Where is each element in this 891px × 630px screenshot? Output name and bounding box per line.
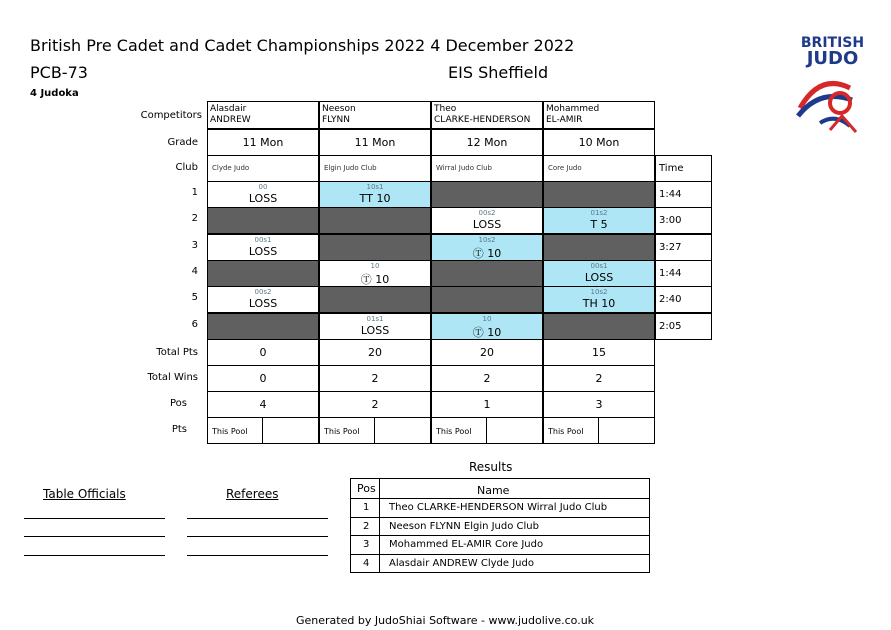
competitor-name bbox=[543, 101, 655, 129]
match-time: 2:40 bbox=[655, 286, 712, 313]
footer-credit: Generated by JudoShiai Software - www.judolive.co.uk bbox=[296, 614, 595, 627]
results-pos: 2 bbox=[363, 520, 370, 532]
competitor-first-name: Theo bbox=[434, 104, 457, 114]
signature-line bbox=[24, 518, 165, 519]
match-score: 00 bbox=[258, 183, 268, 191]
results-column-divider bbox=[379, 479, 380, 572]
match-result: TH 10 bbox=[582, 297, 616, 311]
label-club: Club bbox=[175, 162, 198, 173]
match-number: 6 bbox=[191, 318, 198, 330]
match-time: 3:00 bbox=[655, 207, 712, 234]
match-cell bbox=[207, 234, 319, 261]
results-divider bbox=[351, 554, 649, 555]
match-cell bbox=[543, 181, 655, 208]
competitor-club: Clyde Judo bbox=[207, 155, 319, 182]
match-time: 3:27 bbox=[655, 234, 712, 261]
match-cell bbox=[319, 286, 431, 313]
competitor-grade: 11 Mon bbox=[319, 129, 431, 156]
judoka-count: 4 Judoka bbox=[30, 88, 79, 99]
match-cell bbox=[431, 313, 543, 340]
match-score: 00s2 bbox=[478, 209, 496, 218]
match-cell bbox=[207, 313, 319, 340]
match-result: Ⓣ 10 bbox=[360, 272, 390, 286]
competitor-name bbox=[319, 101, 431, 129]
results-name: Theo CLARKE-HENDERSON Wirral Judo Club bbox=[389, 502, 608, 513]
results-name: Mohammed EL-AMIR Core Judo bbox=[389, 539, 544, 551]
this-pool-label: This Pool bbox=[207, 417, 263, 444]
match-cell bbox=[543, 286, 655, 313]
match-cell bbox=[431, 286, 543, 313]
match-time: 1:44 bbox=[655, 181, 712, 208]
label-competitors: Competitors bbox=[140, 110, 202, 121]
match-result: T 5 bbox=[590, 218, 608, 232]
results-pos: 1 bbox=[363, 502, 370, 513]
match-cell bbox=[319, 260, 431, 287]
match-result: Ⓣ 10 bbox=[472, 325, 502, 339]
match-result: LOSS bbox=[472, 218, 502, 232]
competitor-grade: 11 Mon bbox=[207, 129, 319, 156]
match-score: 00s1 bbox=[254, 235, 272, 244]
match-cell bbox=[207, 260, 319, 287]
pts-box bbox=[262, 417, 319, 444]
match-score: 01s2 bbox=[590, 209, 608, 218]
match-number: 1 bbox=[191, 187, 198, 198]
pts-box bbox=[374, 417, 431, 444]
match-cell bbox=[431, 260, 543, 287]
results-col-pos: Pos bbox=[357, 482, 376, 495]
competitor-first-name: Mohammed bbox=[546, 104, 600, 114]
match-number: 5 bbox=[191, 292, 198, 304]
total-points: 15 bbox=[543, 339, 655, 366]
competitor-first-name: Alasdair bbox=[210, 104, 247, 114]
time-header: Time bbox=[655, 155, 712, 182]
match-cell bbox=[319, 234, 431, 261]
total-points: 0 bbox=[207, 339, 319, 366]
total-points: 20 bbox=[319, 339, 431, 366]
results-pos: 3 bbox=[363, 539, 370, 551]
match-number: 4 bbox=[191, 265, 198, 277]
match-result: LOSS bbox=[360, 323, 390, 337]
results-title: Results bbox=[469, 460, 513, 474]
match-score: 10s2 bbox=[478, 235, 496, 244]
competitor-name bbox=[431, 101, 543, 129]
total-wins: 2 bbox=[431, 365, 543, 392]
signature-line bbox=[187, 555, 328, 556]
match-cell bbox=[543, 207, 655, 234]
match-cell bbox=[543, 234, 655, 261]
competitor-last-name: FLYNN bbox=[322, 115, 350, 125]
venue: EIS Sheffield bbox=[448, 63, 549, 82]
results-divider bbox=[351, 498, 649, 499]
results-divider bbox=[351, 535, 649, 536]
signature-line bbox=[24, 536, 165, 537]
position: 1 bbox=[431, 391, 543, 418]
label-pos: Pos bbox=[169, 398, 187, 409]
match-score: 10 bbox=[482, 314, 492, 323]
page-title: British Pre Cadet and Cadet Championships 2022 4 December 2022 bbox=[30, 36, 575, 55]
signature-line bbox=[187, 536, 328, 537]
match-result: LOSS bbox=[248, 192, 278, 205]
british-judo-logo: BRITISH JUDO bbox=[790, 36, 875, 146]
competitor-first-name: Neeson bbox=[322, 104, 356, 114]
competitor-club: Core Judo bbox=[543, 155, 655, 182]
total-wins: 0 bbox=[207, 365, 319, 392]
signature-line bbox=[187, 518, 328, 519]
results-col-name: Name bbox=[477, 484, 510, 497]
match-cell bbox=[319, 313, 431, 340]
match-cell bbox=[207, 181, 319, 208]
results-name: Neeson FLYNN Elgin Judo Club bbox=[389, 520, 539, 532]
results-divider bbox=[351, 517, 649, 518]
pool-name: PCB-73 bbox=[30, 63, 88, 82]
match-score: 00s2 bbox=[254, 288, 272, 297]
competitor-last-name: EL-AMIR bbox=[546, 115, 583, 125]
match-cell bbox=[207, 207, 319, 234]
match-time: 1:44 bbox=[655, 260, 712, 287]
total-points: 20 bbox=[431, 339, 543, 366]
label-grade: Grade bbox=[167, 137, 198, 148]
competitor-grade: 10 Mon bbox=[543, 129, 655, 156]
label-total-pts: Total Pts bbox=[156, 347, 198, 358]
match-cell bbox=[431, 181, 543, 208]
match-cell bbox=[431, 207, 543, 234]
position: 3 bbox=[543, 391, 655, 418]
match-result: ΤΤ 10 bbox=[359, 192, 391, 205]
results-name: Alasdair ANDREW Clyde Judo bbox=[389, 558, 534, 570]
this-pool-label: This Pool bbox=[319, 417, 375, 444]
match-cell bbox=[319, 181, 431, 208]
match-score: 10 bbox=[370, 261, 380, 270]
pts-box bbox=[598, 417, 655, 444]
competitor-name bbox=[207, 101, 319, 129]
match-cell bbox=[207, 286, 319, 313]
match-number: 2 bbox=[191, 213, 198, 225]
competitor-club: Wirral Judo Club bbox=[431, 155, 543, 182]
position: 2 bbox=[319, 391, 431, 418]
competitor-last-name: CLARKE-HENDERSON bbox=[434, 115, 531, 125]
match-cell bbox=[543, 260, 655, 287]
signature-line bbox=[24, 555, 165, 556]
match-score: 10s1 bbox=[366, 183, 384, 191]
label-total-wins: Total Wins bbox=[147, 372, 198, 383]
referees-label: Referees bbox=[226, 487, 279, 501]
match-result: LOSS bbox=[584, 270, 614, 284]
competitor-last-name: ANDREW bbox=[210, 115, 251, 125]
match-score: 01s1 bbox=[366, 314, 384, 323]
match-result: Ⓣ 10 bbox=[472, 246, 502, 260]
match-cell bbox=[431, 234, 543, 261]
position: 4 bbox=[207, 391, 319, 418]
match-time: 2:05 bbox=[655, 313, 712, 340]
this-pool-label: This Pool bbox=[543, 417, 599, 444]
label-pts: Pts bbox=[171, 424, 187, 435]
results-table bbox=[350, 478, 650, 573]
results-pos: 4 bbox=[363, 558, 370, 570]
match-number: 3 bbox=[191, 239, 198, 251]
match-score: 00s1 bbox=[590, 261, 608, 270]
pts-box bbox=[486, 417, 543, 444]
match-result: LOSS bbox=[248, 244, 278, 258]
table-officials-label: Table Officials bbox=[43, 487, 126, 501]
match-result: LOSS bbox=[248, 297, 278, 311]
match-score: 10s2 bbox=[590, 288, 608, 297]
total-wins: 2 bbox=[543, 365, 655, 392]
competitor-club: Elgin Judo Club bbox=[319, 155, 431, 182]
competitor-grade: 12 Mon bbox=[431, 129, 543, 156]
match-cell bbox=[543, 313, 655, 340]
this-pool-label: This Pool bbox=[431, 417, 487, 444]
match-cell bbox=[319, 207, 431, 234]
total-wins: 2 bbox=[319, 365, 431, 392]
